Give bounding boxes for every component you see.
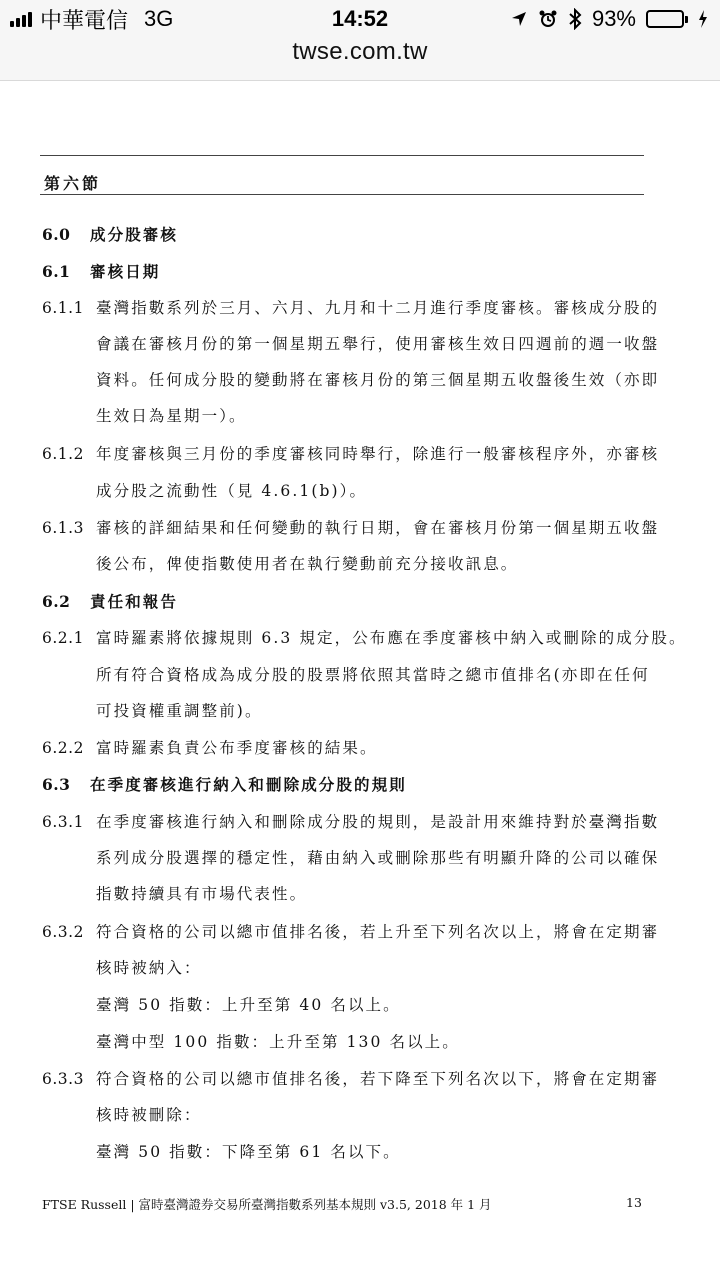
clause-6-3-3-line: 核時被刪除：	[96, 1106, 202, 1124]
alarm-icon	[538, 9, 558, 29]
page-footer: FTSE Russell | 富時臺灣證券交易所臺灣指數系列基本規則 v3.5, 2018 年 1 月	[42, 1197, 492, 1212]
clause-6-3-3-line: 符合資格的公司以總市值排名後，若下降至下列名次以下，將會在定期審	[96, 1070, 660, 1088]
clause-6-3-1-line: 在季度審核進行納入和刪除成分股的規則，是設計用來維持對於臺灣指數	[96, 813, 660, 831]
charging-icon	[698, 9, 708, 29]
clause-6-2-1-line: 所有符合資格成為成分股的股票將依照其當時之總市值排名(亦即在任何	[96, 666, 650, 684]
clause-6-2-1-number: 6.2.1	[42, 629, 84, 647]
clause-6-3-2-number: 6.3.2	[42, 923, 84, 941]
url-bar[interactable]: twse.com.tw	[292, 38, 428, 65]
clause-6-1-1-line: 資料。任何成分股的變動將在審核月份的第三個星期五收盤後生效（亦即	[96, 371, 660, 389]
clause-6-3-1-line: 指數持續具有市場代表性。	[96, 885, 308, 903]
network-type: 3G	[144, 6, 174, 31]
clause-6-1-3-number: 6.1.3	[42, 519, 84, 537]
heading-6-1-number: 6.1	[42, 262, 71, 281]
clause-6-1-1-line: 臺灣指數系列於三月、六月、九月和十二月進行季度審核。審核成分股的	[96, 299, 660, 317]
location-icon	[510, 10, 528, 28]
heading-6-3-title: 在季度審核進行納入和刪除成分股的規則	[90, 775, 407, 794]
heading-6-0-title: 成分股審核	[90, 225, 179, 244]
page-number: 13	[626, 1195, 642, 1210]
clause-6-3-2-line: 核時被納入：	[96, 959, 202, 977]
clause-6-3-3-line: 臺灣 50 指數：下降至第 61 名以下。	[96, 1143, 401, 1161]
heading-6-2-title: 責任和報告	[90, 592, 179, 611]
browser-top-bar	[0, 0, 720, 81]
clause-6-1-3-line: 後公布，俾使指數使用者在執行變動前充分接收訊息。	[96, 555, 519, 573]
clause-6-3-2-line: 臺灣 50 指數：上升至第 40 名以上。	[96, 996, 401, 1014]
bluetooth-icon	[568, 8, 582, 30]
heading-6-0-number: 6.0	[42, 225, 71, 244]
carrier-name: 中華電信	[40, 7, 129, 33]
clause-6-3-3-number: 6.3.3	[42, 1070, 84, 1088]
clause-6-1-1-line: 會議在審核月份的第一個星期五舉行，使用審核生效日四週前的週一收盤	[96, 335, 660, 353]
status-time: 14:52	[331, 6, 389, 31]
clause-6-1-2-line: 年度審核與三月份的季度審核同時舉行，除進行一般審核程序外，亦審核	[96, 445, 660, 463]
clause-6-2-1-line: 富時羅素將依據規則 6.3 規定，公布應在季度審核中納入或刪除的成分股。	[96, 629, 687, 647]
section-rule	[40, 194, 644, 195]
clause-6-2-1-line: 可投資權重調整前)。	[96, 702, 263, 720]
status-right	[510, 6, 708, 32]
clause-6-1-3-line: 審核的詳細結果和任何變動的執行日期，會在審核月份第一個星期五收盤	[96, 519, 660, 537]
clause-6-3-2-line: 臺灣中型 100 指數：上升至第 130 名以上。	[96, 1033, 460, 1051]
top-rule	[40, 155, 644, 156]
clause-6-1-1-line: 生效日為星期一）。	[96, 407, 247, 425]
heading-6-3-number: 6.3	[42, 775, 71, 794]
battery-percent: 93%	[591, 6, 636, 31]
clause-6-1-1-number: 6.1.1	[42, 299, 84, 317]
clause-6-1-2-number: 6.1.2	[42, 445, 84, 463]
clause-6-2-2-line: 富時羅素負責公布季度審核的結果。	[96, 739, 378, 757]
clause-6-2-2-number: 6.2.2	[42, 739, 84, 757]
heading-6-2-number: 6.2	[42, 592, 71, 611]
battery-icon	[646, 10, 688, 28]
clause-6-1-2-line: 成分股之流動性（見 4.6.1(b)）。	[96, 482, 368, 500]
clause-6-3-1-line: 系列成分股選擇的穩定性，藉由納入或刪除那些有明顯升降的公司以確保	[96, 849, 660, 867]
status-bar	[0, 0, 720, 38]
clause-6-3-1-number: 6.3.1	[42, 813, 84, 831]
section-title: 第六節	[44, 174, 102, 193]
clause-6-3-2-line: 符合資格的公司以總市值排名後，若上升至下列名次以上，將會在定期審	[96, 923, 660, 941]
heading-6-1-title: 審核日期	[90, 262, 161, 281]
